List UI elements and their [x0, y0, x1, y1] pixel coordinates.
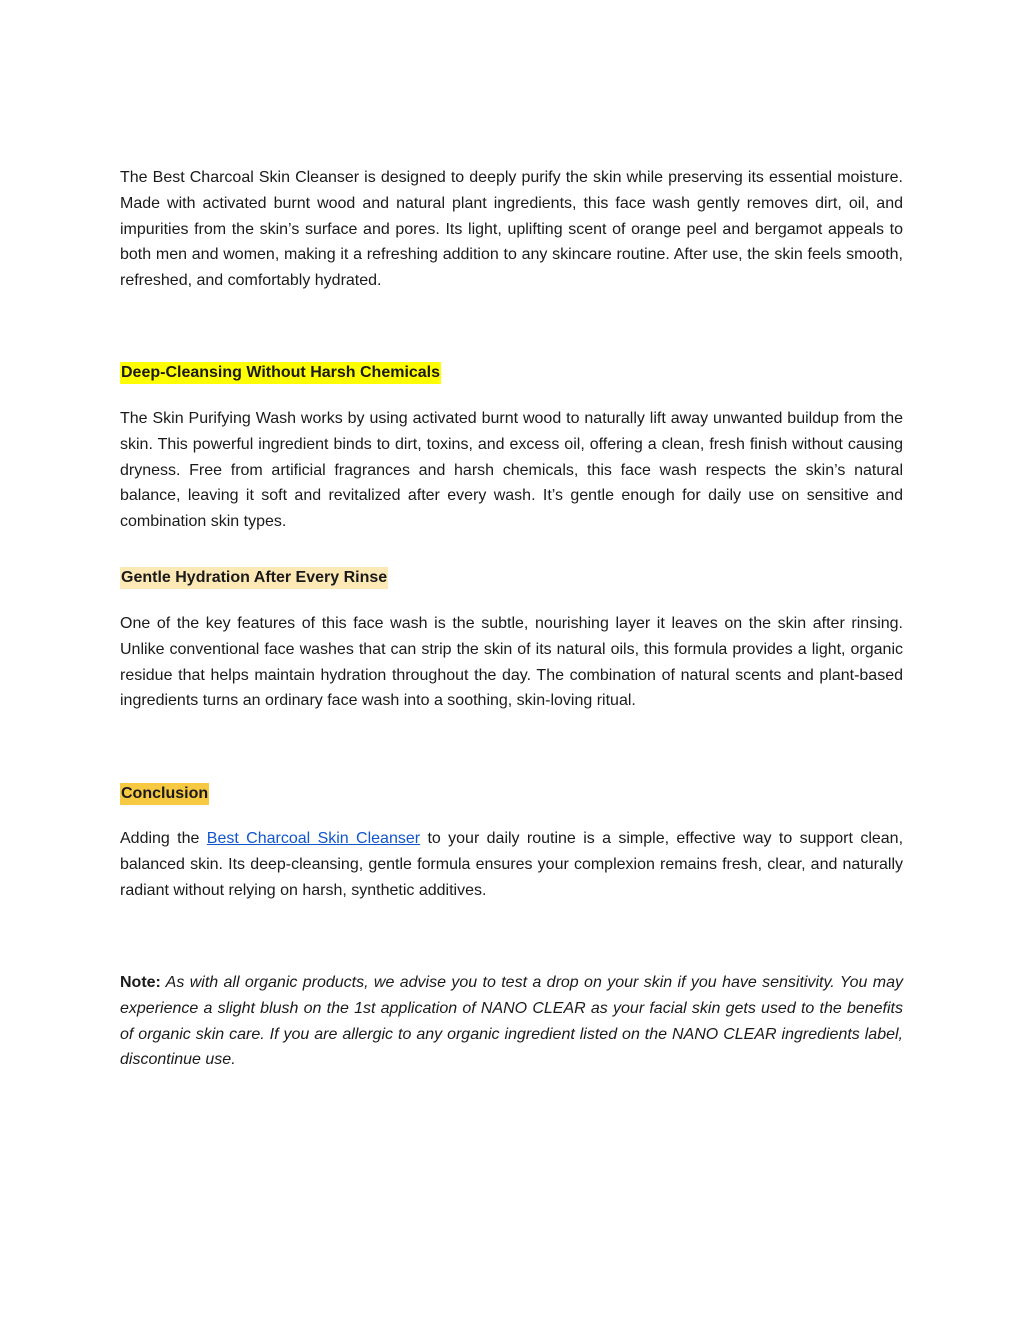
best-charcoal-skin-cleanser-link[interactable]: Best Charcoal Skin Cleanser [206, 830, 421, 847]
gentle-hydration-paragraph: One of the key features of this face wash is the subtle, nourishing layer it leaves on the skin after rinsing. Unlike conventional face washes that can strip the skin of its natural oils, this formula provides a light, organic residue that helps maintain hydration throughout the day. The combination of natural scents and plant-based ingredients turns an ordinary face wash into a soothing, skin-loving ritual. [120, 615, 903, 710]
conclusion-text-before: Adding the [120, 830, 207, 847]
note-label: Note: [120, 974, 161, 991]
heading-gentle-hydration: Gentle Hydration After Every Rinse [120, 567, 388, 589]
heading-conclusion: Conclusion [120, 783, 209, 805]
deep-cleansing-paragraph: The Skin Purifying Wash works by using activated burnt wood to naturally lift away unwanted buildup from the skin. This powerful ingredient binds to dirt, toxins, and excess oil, offering a clean, fresh finish without causing dryness. Free from artificial fragrances and harsh chemicals, this face wash respects the skin’s natural balance, leaving it soft and revitalized after every wash. It’s gentle enough for daily use on sensitive and combination skin types. [120, 410, 903, 531]
note-text: As with all organic products, we advise you to test a drop on your skin if you have sensitivity. You may experience a slight blush on the 1st application of NANO CLEAR as your facial skin gets used to the benefits of organic skin care. If you are allergic to any organic ingredient listed on the NANO CLEAR ingredients label, discontinue use. [120, 974, 903, 1069]
conclusion-text-after: to your daily routine is a simple, effective way to support clean, balanced skin. Its deep-cleansing, gentle formula ensures your complexion remains fresh, clear, and naturally radiant without relying on harsh, synthetic additives. [120, 830, 904, 899]
heading-deep-cleansing: Deep-Cleansing Without Harsh Chemicals [120, 362, 441, 384]
note-paragraph [120, 970, 903, 1073]
intro-paragraph: The Best Charcoal Skin Cleanser is designed to deeply purify the skin while preserving its essential moisture. Made with activated burnt wood and natural plant ingredients, this face wash gently removes dirt, oil, and impurities from the skin’s surface and pores. Its light, uplifting scent of orange peel and bergamot appeals to both men and women, making it a refreshing addition to any skincare routine. After use, the skin feels smooth, refreshed, and comfortably hydrated. [120, 169, 903, 290]
conclusion-paragraph [120, 826, 903, 903]
